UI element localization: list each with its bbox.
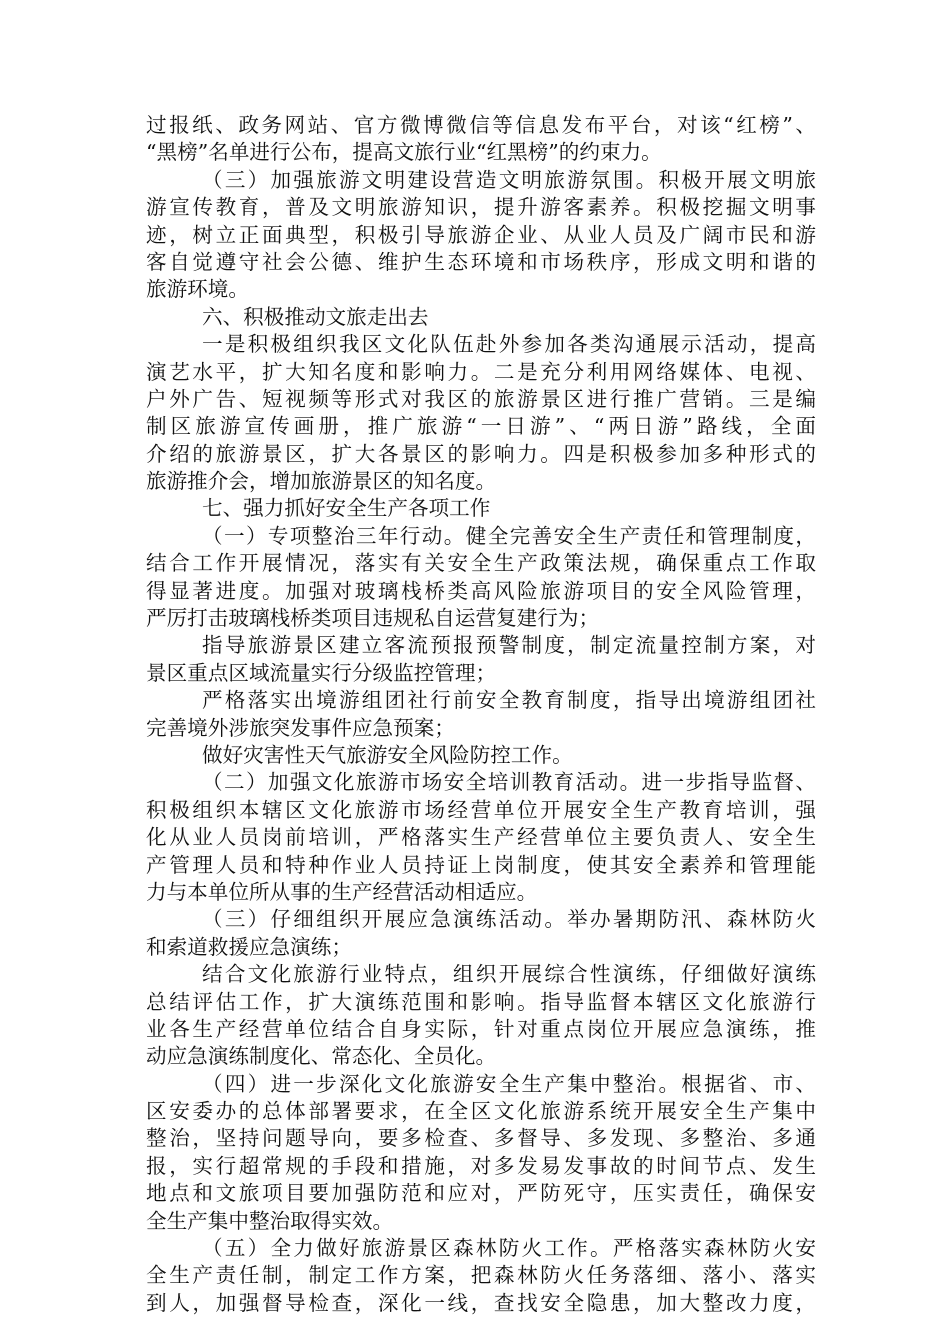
text-line: 迹，树立正面典型，积极引导旅游企业、从业人员及广阔市民和游 (146, 222, 816, 247)
text-line: 七、强力抓好安全生产各项工作 (202, 496, 491, 521)
text-line: 报，实行超常规的手段和措施，对多发易发事故的时间节点、发生 (146, 1153, 816, 1178)
text-line: 指导旅游景区建立客流预报预警制度，制定流量控制方案，对 (202, 633, 816, 658)
document-body (146, 112, 816, 1317)
text-line: 动应急演练制度化、常态化、全员化。 (146, 1044, 497, 1069)
text-line: 游宣传教育，普及文明旅游知识，提升游客素养。积极挖掘文明事 (146, 195, 816, 220)
text-line: 结合文化旅游行业特点，组织开展综合性演练，仔细做好演练 (202, 962, 816, 987)
document-page (146, 112, 816, 1317)
text-line: 积极组织本辖区文化旅游市场经营单位开展安全生产教育培训，强 (146, 797, 816, 822)
text-line: 和索道救援应急演练； (146, 934, 352, 959)
text-line: 旅游环境。 (146, 277, 249, 302)
text-line: 整治，坚持问题导向，要多检查、多督导、多发现、多整治、多通 (146, 1126, 816, 1151)
text-line: 得显著进度。加强对玻璃栈桥类高风险旅游项目的安全风险管理， (146, 578, 816, 603)
text-line: （三）加强旅游文明建设营造文明旅游氛围。积极开展文明旅 (202, 167, 816, 192)
text-line: 力与本单位所从事的生产经营活动相适应。 (146, 879, 538, 904)
text-line: 制区旅游宣传画册，推广旅游“一日游”、“两日游”路线，全面 (146, 414, 816, 439)
text-line: 过报纸、政务网站、官方微博微信等信息发布平台，对该“红榜”、 (146, 113, 816, 137)
text-line: 演艺水平，扩大知名度和影响力。二是充分利用网络媒体、电视、 (146, 359, 816, 384)
text-line: “黑榜”名单进行公布，提高文旅行业“红黑榜”的约束力。 (146, 140, 662, 165)
text-line: 旅游推介会，增加旅游景区的知名度。 (146, 469, 497, 494)
text-line: （五）全力做好旅游景区森林防火工作。严格落实森林防火安 (202, 1236, 816, 1261)
text-line: 一是积极组织我区文化队伍赴外参加各类沟通展示活动，提高 (202, 332, 816, 357)
text-line: 全生产责任制，制定工作方案，把森林防火任务落细、落小、落实 (146, 1263, 816, 1288)
text-line: （四）进一步深化文化旅游安全生产集中整治。根据省、市、 (202, 1071, 816, 1096)
text-line: 到人，加强督导检查，深化一线，查找安全隐患，加大整改力度， (146, 1290, 816, 1315)
text-line: 化从业人员岗前培训，严格落实生产经营单位主要负责人、安全生 (146, 825, 816, 850)
text-line: 地点和文旅项目要加强防范和应对，严防死守，压实责任，确保安 (146, 1181, 816, 1206)
text-line: 区安委办的总体部署要求，在全区文化旅游系统开展安全生产集中 (146, 1099, 816, 1124)
text-line: （三）仔细组织开展应急演练活动。举办暑期防汛、森林防火 (202, 907, 816, 932)
text-line: （一）专项整治三年行动。健全完善安全生产责任和管理制度， (202, 523, 816, 548)
text-line: 做好灾害性天气旅游安全风险防控工作。 (202, 742, 573, 767)
text-line: 六、积极推动文旅走出去 (202, 304, 429, 329)
text-line: 户外广告、短视频等形式对我区的旅游景区进行推广营销。三是编 (146, 386, 816, 411)
text-line: 客自觉遵守社会公德、维护生态环境和市场秩序，形成文明和谐的 (146, 249, 816, 274)
text-line: （二）加强文化旅游市场安全培训教育活动。进一步指导监督、 (202, 770, 816, 795)
text-line: 严格落实出境游组团社行前安全教育制度，指导出境游组团社 (202, 688, 816, 713)
text-line: 全生产集中整治取得实效。 (146, 1208, 394, 1233)
text-line: 产管理人员和特种作业人员持证上岗制度，使其安全素养和管理能 (146, 852, 816, 877)
text-line: 完善境外涉旅突发事件应急预案； (146, 715, 455, 740)
text-line: 介绍的旅游景区，扩大各景区的影响力。四是积极参加多种形式的 (146, 441, 816, 466)
text-line: 业各生产经营单位结合自身实际，针对重点岗位开展应急演练，推 (146, 1016, 816, 1041)
text-line: 严厉打击玻璃栈桥类项目违规私自运营复建行为； (146, 606, 600, 631)
text-line: 结合工作开展情况，落实有关安全生产政策法规，确保重点工作取 (146, 551, 816, 576)
text-line: 总结评估工作，扩大演练范围和影响。指导监督本辖区文化旅游行 (146, 989, 816, 1014)
text-line: 景区重点区域流量实行分级监控管理； (146, 660, 497, 685)
